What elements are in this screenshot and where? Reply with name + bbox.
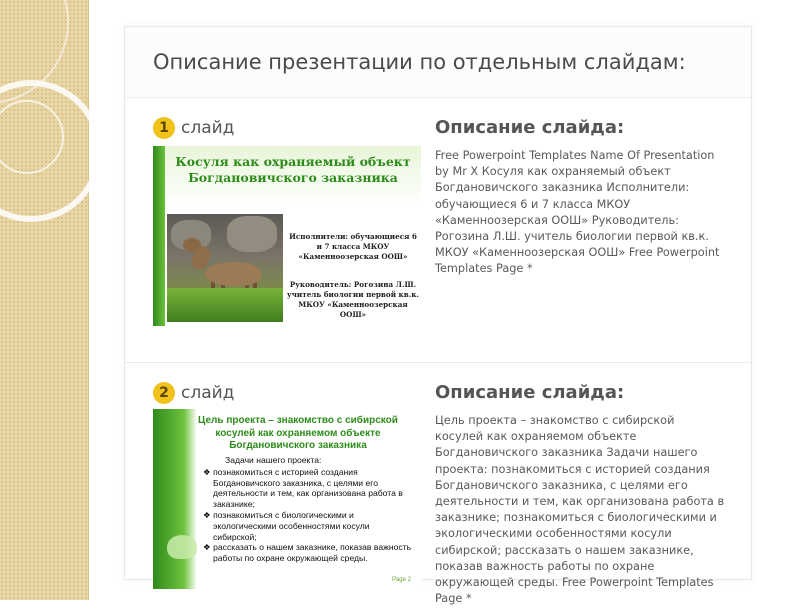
slide-label-text: слайд	[181, 383, 235, 403]
thumbnail-page-label: Page 2	[391, 577, 411, 583]
diamond-bullet-icon: ❖	[203, 466, 214, 477]
thumbnail-title: Цель проекта – знакомство с сибирской косулей как охраняемом объекте Богдановичского заказника	[198, 415, 398, 451]
description-title: Описание слайда:	[435, 117, 625, 138]
thumbnail-list-item-text: познакомиться с историей создания Богдановичского заказника, с целями его деятельности и тем, как организована работа в заказнике;	[213, 466, 403, 510]
slide-green-decoration	[153, 409, 197, 589]
rock-shape	[227, 216, 277, 252]
slide-green-bar	[153, 146, 165, 326]
butterfly-icon	[167, 535, 197, 559]
roe-deer-photo	[167, 214, 283, 322]
slide-block-1	[125, 98, 751, 363]
thumbnail-supervisor: Руководитель: Рогозина Л.Ш. учитель биологии первой кв.к. МКОУ «Каменноозерская ООШ»	[287, 280, 419, 319]
slides-description-card	[124, 26, 752, 606]
slide-thumbnail[interactable]	[153, 146, 421, 326]
description-text: Цель проекта – знакомство с сибирской косулей как охраняемом объекте Богдановичского заказника Задачи нашего проекта: познакомиться с историей создания Богдановичского заказника, с целями его деятельности и тем, как организована работа в заказнике; познакомиться с биологическими и экологическими особенностями косули сибирской; рассказать о нашем заказнике, показав важность работы по охране окружающей среды. Free Powerpoint Templates Page *	[435, 414, 725, 606]
card-header	[125, 27, 751, 98]
thumbnail-list-item-text: рассказать о нашем заказнике, показав важность работы по охране окружающей среды.	[213, 542, 412, 564]
thumbnail-list-item	[203, 509, 415, 542]
slide-description	[435, 381, 725, 607]
deer-head	[183, 238, 201, 252]
slide-label-text: слайд	[181, 118, 235, 138]
thumbnail-body	[201, 455, 415, 564]
slide-number-badge: 2	[153, 382, 175, 404]
diamond-bullet-icon: ❖	[203, 509, 214, 520]
thumbnail-list-item	[203, 542, 415, 564]
slide-thumbnail[interactable]	[153, 409, 421, 589]
thumbnail-list-item-text: познакомиться с биологическими и экологическими особенностями косули сибирской;	[213, 509, 370, 542]
slide-number-badge: 1	[153, 117, 175, 139]
thumbnail-subtitle: Задачи нашего проекта:	[225, 455, 322, 465]
grass	[167, 288, 283, 322]
thumbnail-list-item	[203, 466, 415, 510]
slide-description	[435, 116, 725, 278]
diamond-bullet-icon: ❖	[203, 542, 214, 553]
slide-block-2	[125, 363, 751, 611]
thumbnail-performers: Исполнители: обучающиеся 6 и 7 класса МКОУ «Каменноозерская ООШ»	[289, 232, 417, 261]
thumbnail-title: Косуля как охраняемый объект Богдановичского заказника	[175, 154, 411, 185]
description-text: Free Powerpoint Templates Name Of Presentation by Mr X Косуля как охраняемый объект Богдановичского заказника Исполнители: обучающиеся 6 и 7 класса МКОУ «Каменноозерская ООШ» Руководитель: Рогозина Л.Ш. учитель биологии первой кв.к. МКОУ «Каменноозерская ООШ» Free Powerpoint Templates Page *	[435, 149, 720, 276]
deer-body	[205, 262, 261, 286]
page-title: Описание презентации по отдельным слайдам:	[153, 50, 686, 74]
decorative-side-strip	[0, 0, 89, 600]
description-title: Описание слайда:	[435, 382, 625, 403]
